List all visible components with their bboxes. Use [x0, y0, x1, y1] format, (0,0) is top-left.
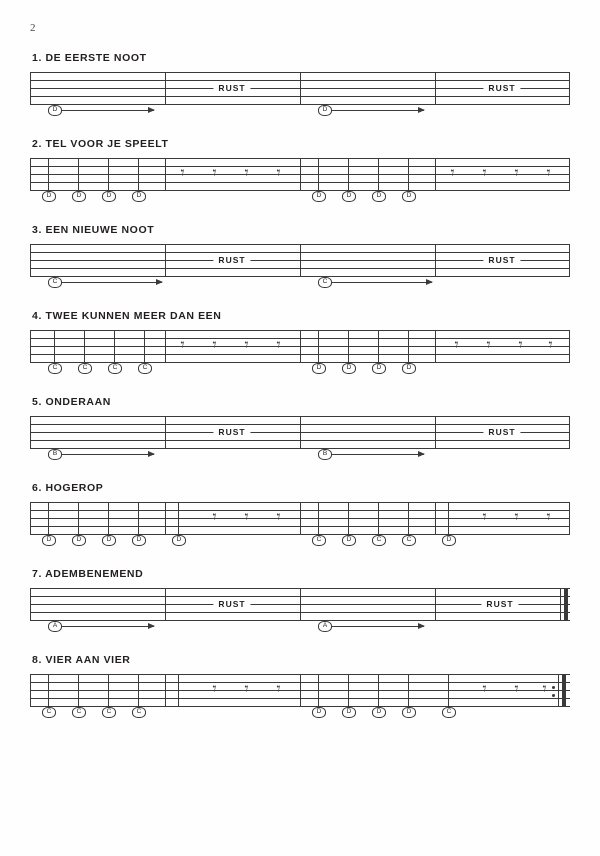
note-marker: C [312, 535, 326, 546]
note-marker: C [132, 707, 146, 718]
note-marker: D [342, 191, 356, 202]
quarter-rest: 𝄾 [548, 334, 553, 356]
quarter-note [348, 158, 349, 191]
exercise-3 [30, 224, 570, 298]
barline [300, 72, 301, 105]
barline [165, 72, 166, 105]
barline [300, 244, 301, 277]
note-marker: D [72, 191, 86, 202]
quarter-rest: 𝄾 [482, 506, 487, 528]
barline [300, 588, 301, 621]
quarter-rest: 𝄾 [212, 162, 217, 184]
quarter-note [144, 330, 145, 363]
quarter-note [108, 158, 109, 191]
quarter-rest: 𝄾 [180, 162, 185, 184]
note-marker: C [72, 707, 86, 718]
quarter-rest: 𝄾 [276, 162, 281, 184]
note-marker: D [172, 535, 186, 546]
barline [30, 72, 31, 105]
note-marker: C [78, 363, 92, 374]
quarter-rest: 𝄾 [482, 678, 487, 700]
quarter-rest: 𝄾 [212, 334, 217, 356]
barline [165, 674, 166, 707]
barline [558, 674, 559, 707]
quarter-note [78, 502, 79, 535]
barline [165, 330, 166, 363]
barline [30, 588, 31, 621]
barline [30, 244, 31, 277]
note-marker: C [42, 707, 56, 718]
note-marker: D [72, 535, 86, 546]
quarter-rest: 𝄾 [514, 162, 519, 184]
note-marker: D [48, 105, 62, 116]
quarter-rest: 𝄾 [450, 162, 455, 184]
exercise-title: 3. EEN NIEUWE NOOT [32, 224, 155, 236]
duration-arrow [332, 110, 424, 111]
note-marker: D [42, 535, 56, 546]
quarter-note [318, 330, 319, 363]
staff-lines [30, 674, 570, 707]
duration-arrow [332, 282, 432, 283]
note-marker: D [132, 535, 146, 546]
staff-lines [30, 158, 570, 191]
quarter-rest: 𝄾 [244, 506, 249, 528]
barline [435, 330, 436, 363]
note-marker: B [318, 449, 332, 460]
quarter-note [54, 330, 55, 363]
quarter-rest: 𝄾 [454, 334, 459, 356]
barline [300, 158, 301, 191]
barline [300, 330, 301, 363]
duration-arrow [62, 110, 154, 111]
quarter-note [348, 674, 349, 707]
duration-arrow [332, 626, 424, 627]
exercise-title: 1. DE EERSTE NOOT [32, 52, 147, 64]
barline [569, 330, 570, 363]
note-marker: C [102, 707, 116, 718]
barline [435, 502, 436, 535]
duration-arrow [332, 454, 424, 455]
note-marker: C [402, 535, 416, 546]
note-marker: D [372, 707, 386, 718]
music-staff [30, 72, 570, 126]
repeat-dot [552, 686, 555, 689]
quarter-note [138, 502, 139, 535]
note-marker: C [48, 277, 62, 288]
note-marker: D [442, 535, 456, 546]
barline [569, 244, 570, 277]
note-marker: D [402, 363, 416, 374]
barline [300, 502, 301, 535]
note-marker: D [342, 363, 356, 374]
quarter-note [78, 158, 79, 191]
exercise-5 [30, 396, 570, 470]
quarter-note [178, 674, 179, 707]
note-marker: A [318, 621, 332, 632]
quarter-rest: 𝄾 [276, 678, 281, 700]
quarter-note [138, 158, 139, 191]
quarter-note [48, 502, 49, 535]
exercise-title: 7. ADEMBENEMEND [32, 568, 144, 580]
quarter-note [378, 674, 379, 707]
barline [30, 416, 31, 449]
quarter-note [84, 330, 85, 363]
note-marker: D [372, 363, 386, 374]
quarter-rest: 𝄾 [486, 334, 491, 356]
music-staff [30, 244, 570, 298]
barline [569, 72, 570, 105]
note-marker: C [318, 277, 332, 288]
note-marker: D [342, 707, 356, 718]
rest-label: RUST [483, 83, 520, 93]
exercise-title: 6. HOGEROP [32, 482, 104, 494]
quarter-rest: 𝄾 [514, 506, 519, 528]
exercise-title: 8. VIER AAN VIER [32, 654, 131, 666]
repeat-dot [552, 694, 555, 697]
barline [165, 158, 166, 191]
quarter-note [318, 158, 319, 191]
quarter-note [78, 674, 79, 707]
barline [165, 244, 166, 277]
rest-label: RUST [213, 255, 250, 265]
duration-arrow [62, 626, 154, 627]
final-barline [562, 674, 566, 707]
barline [30, 502, 31, 535]
quarter-rest: 𝄾 [546, 506, 551, 528]
quarter-note [178, 502, 179, 535]
music-staff [30, 502, 570, 556]
note-marker: D [372, 191, 386, 202]
quarter-note [48, 674, 49, 707]
quarter-note [408, 330, 409, 363]
barline [165, 416, 166, 449]
rest-label: RUST [483, 255, 520, 265]
barline [569, 502, 570, 535]
exercise-7 [30, 568, 570, 642]
page-number: 2 [30, 22, 36, 34]
music-staff [30, 416, 570, 470]
note-marker: D [312, 191, 326, 202]
quarter-note [318, 674, 319, 707]
duration-arrow [62, 282, 162, 283]
quarter-note [348, 330, 349, 363]
note-marker: D [318, 105, 332, 116]
quarter-rest: 𝄾 [546, 162, 551, 184]
barline [569, 416, 570, 449]
note-marker: D [402, 707, 416, 718]
quarter-note [408, 158, 409, 191]
note-marker: D [132, 191, 146, 202]
barline [30, 330, 31, 363]
quarter-rest: 𝄾 [276, 334, 281, 356]
note-marker: C [372, 535, 386, 546]
note-marker: C [442, 707, 456, 718]
quarter-note [448, 674, 449, 707]
final-barline [564, 588, 568, 621]
barline [435, 72, 436, 105]
quarter-rest: 𝄾 [244, 162, 249, 184]
quarter-rest: 𝄾 [244, 678, 249, 700]
quarter-rest: 𝄾 [482, 162, 487, 184]
staff-lines [30, 502, 570, 535]
duration-arrow [62, 454, 154, 455]
quarter-rest: 𝄾 [212, 678, 217, 700]
exercise-4 [30, 310, 570, 384]
music-staff [30, 588, 570, 642]
quarter-rest: 𝄾 [518, 334, 523, 356]
rest-label: RUST [481, 599, 518, 609]
quarter-rest: 𝄾 [212, 506, 217, 528]
barline [30, 674, 31, 707]
barline [435, 416, 436, 449]
barline [435, 244, 436, 277]
note-marker: A [48, 621, 62, 632]
barline [569, 158, 570, 191]
quarter-note [348, 502, 349, 535]
quarter-note [378, 330, 379, 363]
barline [435, 158, 436, 191]
quarter-note [48, 158, 49, 191]
quarter-note [408, 502, 409, 535]
quarter-note [108, 674, 109, 707]
note-marker: B [48, 449, 62, 460]
rest-label: RUST [213, 427, 250, 437]
note-marker: C [108, 363, 122, 374]
quarter-note [138, 674, 139, 707]
quarter-note [114, 330, 115, 363]
note-marker: D [102, 191, 116, 202]
exercise-list [30, 52, 570, 746]
quarter-note [448, 502, 449, 535]
barline [30, 158, 31, 191]
exercise-title: 2. TEL VOOR JE SPEELT [32, 138, 169, 150]
quarter-note [378, 158, 379, 191]
quarter-note [108, 502, 109, 535]
note-marker: D [42, 191, 56, 202]
note-marker: D [402, 191, 416, 202]
music-staff [30, 330, 570, 384]
exercise-title: 4. TWEE KUNNEN MEER DAN EEN [32, 310, 222, 322]
barline [300, 416, 301, 449]
barline [165, 502, 166, 535]
barline [560, 588, 561, 621]
quarter-rest: 𝄾 [276, 506, 281, 528]
exercise-2 [30, 138, 570, 212]
note-marker: C [138, 363, 152, 374]
rest-label: RUST [483, 427, 520, 437]
quarter-note [378, 502, 379, 535]
rest-label: RUST [213, 599, 250, 609]
note-marker: D [312, 363, 326, 374]
note-marker: D [102, 535, 116, 546]
exercise-title: 5. ONDERAAN [32, 396, 111, 408]
rest-label: RUST [213, 83, 250, 93]
barline [165, 588, 166, 621]
note-marker: D [342, 535, 356, 546]
note-marker: C [48, 363, 62, 374]
note-marker: D [312, 707, 326, 718]
barline [300, 674, 301, 707]
exercise-1 [30, 52, 570, 126]
quarter-note [408, 674, 409, 707]
music-staff [30, 158, 570, 212]
music-staff [30, 674, 570, 734]
quarter-rest: 𝄾 [180, 334, 185, 356]
quarter-rest: 𝄾 [514, 678, 519, 700]
quarter-rest: 𝄾 [542, 678, 547, 700]
exercise-6 [30, 482, 570, 556]
quarter-note [318, 502, 319, 535]
exercise-8 [30, 654, 570, 734]
barline [435, 588, 436, 621]
quarter-rest: 𝄾 [244, 334, 249, 356]
